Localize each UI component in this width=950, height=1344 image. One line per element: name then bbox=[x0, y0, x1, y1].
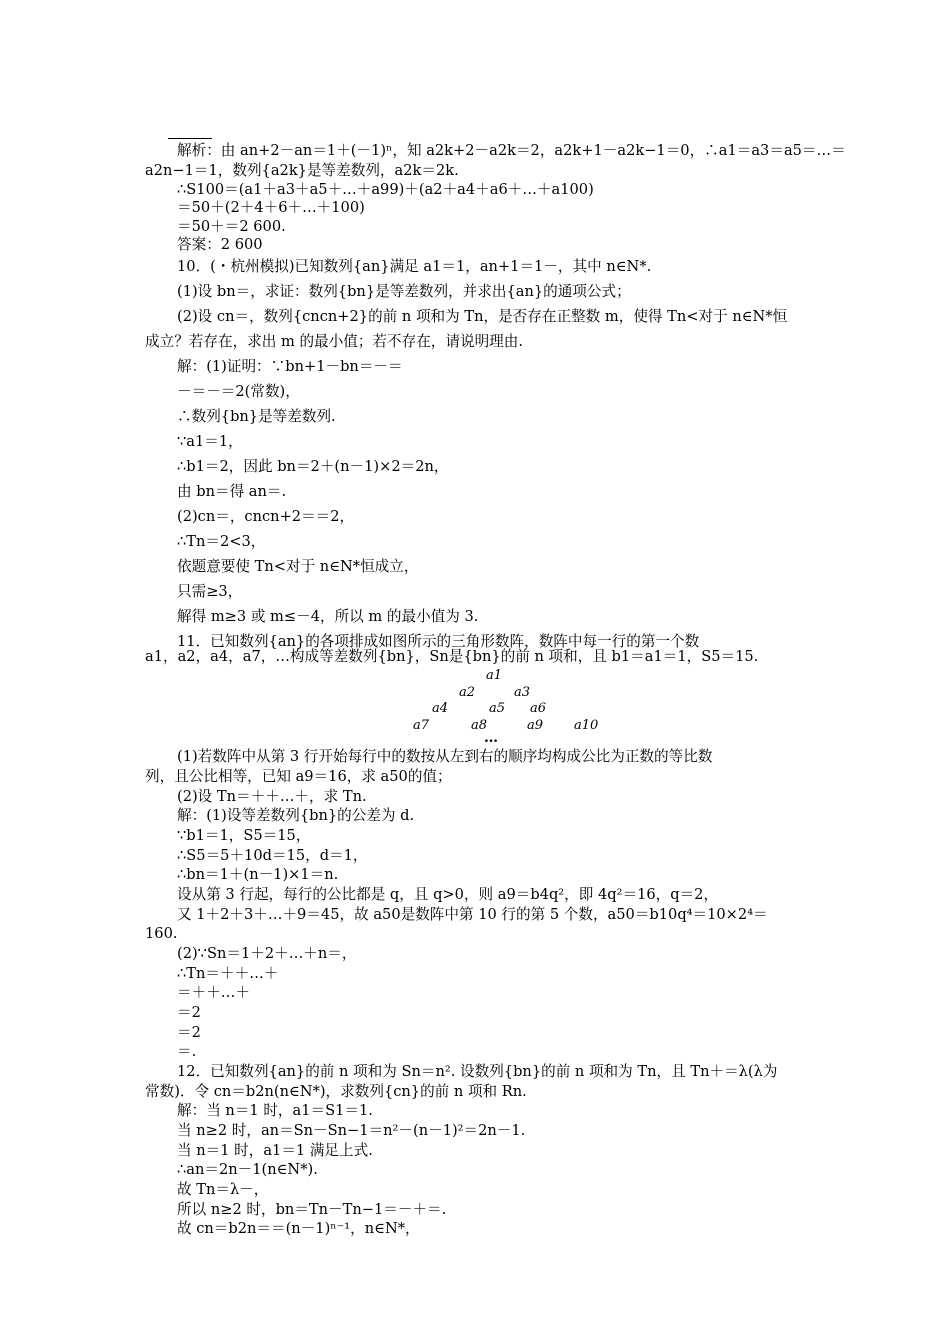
triangle-entry: a10 bbox=[574, 718, 599, 733]
text-line: 当 n≥2 时，an＝Sn－Sn−1＝n²－(n－1)²＝2n－1. bbox=[177, 1122, 526, 1139]
text-line: ∴S100＝(a1＋a3＋a5＋…＋a99)＋(a2＋a4＋a6＋…＋a100) bbox=[177, 181, 594, 198]
text-line: 由 bn＝得 an＝. bbox=[177, 483, 287, 500]
text-line: (1)设 bn＝，求证：数列{bn}是等差数列，并求出{an}的通项公式； bbox=[177, 283, 631, 300]
text-line: (2)设 Tn＝＋＋…＋，求 Tn. bbox=[177, 788, 367, 805]
text-line: 解得 m≥3 或 m≤－4，所以 m 的最小值为 3. bbox=[177, 608, 479, 625]
text-line: ＝2 bbox=[177, 1004, 201, 1021]
triangle-entry: a4 bbox=[432, 701, 449, 716]
text-line: 解：当 n＝1 时，a1＝S1＝1. bbox=[177, 1102, 373, 1119]
triangle-entry: a7 bbox=[413, 718, 430, 733]
text-line: ∴Tn＝2<3， bbox=[177, 533, 266, 550]
text-line: 答案：2 600 bbox=[177, 236, 263, 253]
text-line: 12．已知数列{an}的前 n 项和为 Sn＝n². 设数列{bn}的前 n 项和为 Tn，且 Tn＋＝λ(λ为 bbox=[177, 1063, 778, 1080]
answer-blank-line bbox=[168, 138, 212, 139]
text-line: ＝50＋＝2 600. bbox=[177, 218, 286, 235]
triangle-entry: a2 bbox=[459, 685, 476, 700]
text-line: (2)设 cn＝，数列{cncn+2}的前 n 项和为 Tn，是否存在正整数 m，使得 Tn<对于 n∈N*恒 bbox=[177, 308, 788, 325]
text-line: 列，且公比相等，已知 a9＝16，求 a50的值； bbox=[145, 768, 452, 785]
text-line: 常数)．令 cn＝b2n(n∈N*)，求数列{cn}的前 n 项和 Rn. bbox=[145, 1083, 527, 1100]
text-line: 所以 n≥2 时，bn＝Tn－Tn−1＝－＋＝. bbox=[177, 1201, 447, 1218]
text-line: 故 Tn＝λ－， bbox=[177, 1181, 269, 1198]
text-line: ＝＋＋…＋ bbox=[177, 984, 250, 1001]
text-line: ＝2 bbox=[177, 1024, 201, 1041]
text-line: ∴S5＝5＋10d＝15，d＝1， bbox=[177, 847, 368, 864]
triangle-entry: a6 bbox=[530, 701, 547, 716]
text-line: 又 1＋2＋3＋…＋9＝45，故 a50是数阵中第 10 行的第 5 个数，a50＝b10q⁴＝10×2⁴＝ bbox=[177, 906, 768, 923]
text-line: 依题意要使 Tn<对于 n∈N*恒成立， bbox=[177, 558, 419, 575]
triangle-entry: a3 bbox=[514, 685, 531, 700]
text-line: (1)若数阵中从第 3 行开始每行中的数按从左到右的顺序均构成公比为正数的等比数 bbox=[177, 748, 713, 765]
text-line: 当 n＝1 时，a1＝1 满足上式. bbox=[177, 1142, 373, 1159]
text-line: ∵b1＝1，S5＝15， bbox=[177, 827, 311, 844]
text-line: 11．已知数列{an}的各项排成如图所示的三角形数阵，数阵中每一行的第一个数 bbox=[177, 633, 700, 650]
triangle-entry: a8 bbox=[471, 718, 488, 733]
text-line: 10．(・杭州模拟)已知数列{an}满足 a1＝1，an+1＝1－，其中 n∈N*. bbox=[177, 258, 652, 275]
text-line: ∵a1＝1， bbox=[177, 433, 243, 450]
text-line: ＝. bbox=[177, 1043, 197, 1060]
text-line: ＝50＋(2＋4＋6＋…＋100) bbox=[177, 199, 365, 216]
text-line: a2n−1＝1，数列{a2k}是等差数列，a2k＝2k. bbox=[145, 162, 459, 179]
text-line: 160. bbox=[145, 925, 178, 942]
text-line: a1，a2，a4，a7，…构成等差数列{bn}，Sn是{bn}的前 n 项和，且 b1＝a1＝1，S5＝15. bbox=[145, 648, 759, 665]
text-line: ∴an＝2n－1(n∈N*). bbox=[177, 1161, 318, 1178]
text-line: 解析：由 an+2－an＝1＋(－1)ⁿ，知 a2k+2－a2k＝2，a2k+1－a2k−1＝0，∴a1＝a3＝a5＝…＝ bbox=[177, 142, 846, 159]
text-line: 解：(1)证明：∵bn+1－bn＝－＝ bbox=[177, 358, 403, 375]
text-line: 解：(1)设等差数列{bn}的公差为 d. bbox=[177, 807, 415, 824]
text-line: (2)∵Sn＝1＋2＋…＋n＝， bbox=[177, 945, 357, 962]
triangle-entry: a1 bbox=[486, 668, 503, 683]
text-line: ∴Tn＝＋＋…＋ bbox=[177, 965, 279, 982]
text-line: ∴b1＝2，因此 bn＝2＋(n－1)×2＝2n， bbox=[177, 458, 449, 475]
text-line: 只需≥3， bbox=[177, 583, 243, 600]
triangle-ellipsis: … bbox=[484, 730, 498, 746]
text-line: ∴bn＝1＋(n－1)×1＝n. bbox=[177, 866, 339, 883]
triangle-entry: a5 bbox=[489, 701, 506, 716]
triangle-entry: a9 bbox=[527, 718, 544, 733]
text-line: 成立？若存在，求出 m 的最小值；若不存在，请说明理由. bbox=[145, 333, 524, 350]
text-line: 故 cn＝b2n＝＝(n－1)ⁿ⁻¹，n∈N*， bbox=[177, 1220, 420, 1237]
text-line: (2)cn＝，cncn+2＝＝2， bbox=[177, 508, 355, 525]
text-line: －＝－＝2(常数)， bbox=[177, 383, 300, 400]
text-line: 设从第 3 行起，每行的公比都是 q，且 q>0，则 a9＝b4q²，即 4q²＝16，q＝2， bbox=[177, 886, 719, 903]
text-line: ∴数列{bn}是等差数列. bbox=[177, 408, 336, 425]
